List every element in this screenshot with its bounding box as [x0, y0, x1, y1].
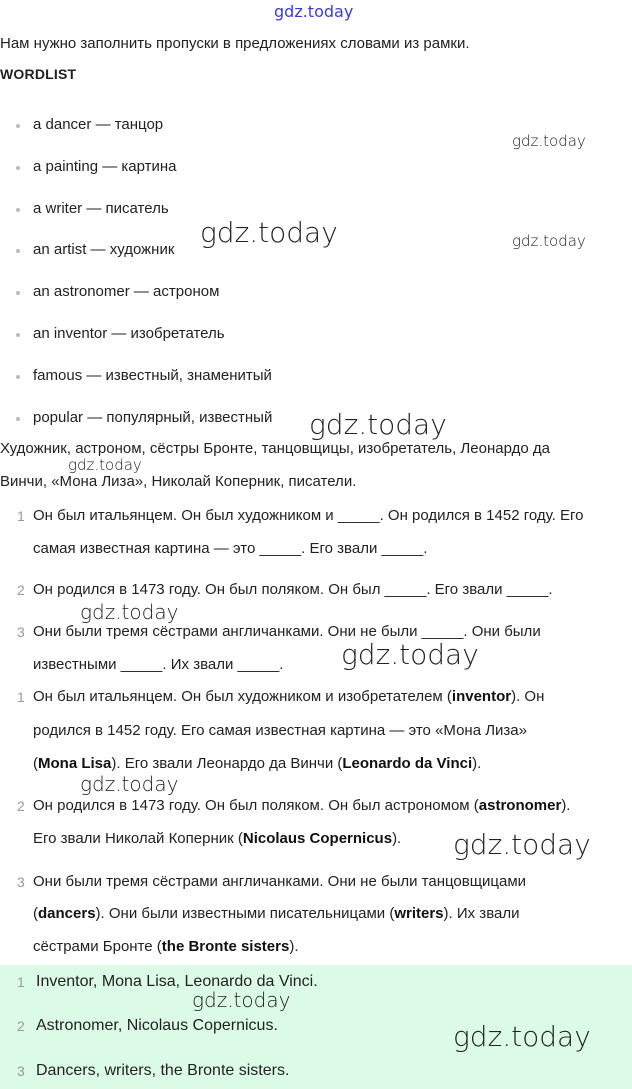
english-term: the Bronte sisters — [161, 938, 290, 955]
watermark: gdz.today — [80, 772, 179, 796]
translation-line — [33, 873, 526, 891]
wordlist-heading: WORDLIST — [0, 66, 77, 82]
text-segment: Его звали Николай Коперник ( — [33, 830, 243, 847]
translation-line — [33, 938, 299, 956]
answer-line: Dancers, writers, the Bronte sisters. — [36, 1062, 290, 1079]
text-segment: ). — [472, 755, 482, 772]
item-number: 1 — [17, 689, 25, 705]
english-term: Mona Lisa — [38, 755, 112, 772]
text-segment: Они были тремя сёстрами англичанками. Они не были танцовщицами — [33, 873, 527, 890]
wordlist-item: famous — известный, знаменитый — [33, 367, 272, 384]
task-line: Они были тремя сёстрами англичанками. Они не были _____. Они были — [33, 623, 541, 640]
text-segment: ). Они были известными писательницами ( — [95, 905, 395, 922]
english-term: astronomer — [478, 797, 562, 814]
watermark: gdz.today — [453, 828, 591, 861]
intro-text: Нам нужно заполнить пропуски в предложениях словами из рамки. — [0, 35, 470, 52]
item-number: 2 — [17, 1018, 25, 1034]
text-segment: ). Их звали — [443, 905, 520, 922]
wordlist-item: a writer — писатель — [33, 200, 169, 217]
bullet-icon — [16, 375, 20, 379]
item-number: 3 — [17, 874, 25, 890]
answer-line: Astronomer, Nicolaus Copernicus. — [36, 1017, 278, 1034]
text-segment: сёстрами Бронте ( — [33, 938, 162, 955]
bullet-icon — [16, 333, 20, 337]
task-line: Он родился в 1473 году. Он был поляком. Он был _____. Его звали _____. — [33, 581, 553, 598]
text-segment: родился в 1452 году. Его самая известная картина — это «Мона Лиза» — [33, 722, 527, 739]
watermark: gdz.today — [453, 1020, 591, 1053]
text-segment: ( — [33, 905, 38, 922]
text-segment: ). Он — [511, 688, 545, 705]
watermark: gdz.today — [192, 988, 291, 1012]
box-words-line: Художник, астроном, сёстры Бронте, танцовщицы, изобретатель, Леонардо да — [0, 440, 550, 457]
item-number: 1 — [17, 974, 25, 990]
wordlist-item: an astronomer — астроном — [33, 283, 220, 300]
text-segment: Он родился в 1473 году. Он был поляком. Он был астрономом ( — [33, 797, 479, 814]
translation-line — [33, 755, 481, 773]
watermark: gdz.today — [341, 638, 479, 671]
site-title[interactable]: gdz.today — [274, 2, 354, 21]
translation-line — [33, 722, 527, 740]
text-segment: ( — [33, 755, 38, 772]
english-term: Nicolaus Copernicus — [242, 830, 393, 847]
watermark: gdz.today — [512, 232, 586, 250]
text-segment: ). Его звали Леонардо да Винчи ( — [111, 755, 343, 772]
english-term: writers — [394, 905, 444, 922]
item-number: 1 — [17, 508, 25, 524]
wordlist-item: a painting — картина — [33, 158, 177, 175]
bullet-icon — [16, 166, 20, 170]
watermark: gdz.today — [200, 216, 338, 249]
item-number: 3 — [17, 624, 25, 640]
answer-line: Inventor, Mona Lisa, Leonardo da Vinci. — [36, 973, 318, 990]
wordlist-item: popular — популярный, известный — [33, 409, 273, 426]
bullet-icon — [16, 124, 20, 128]
english-term: inventor — [451, 688, 512, 705]
english-term: Leonardo da Vinci — [342, 755, 473, 772]
english-term: dancers — [38, 905, 96, 922]
wordlist-item: an inventor — изобретатель — [33, 325, 225, 342]
translation-line — [33, 905, 519, 923]
text-segment: Он был итальянцем. Он был художником и изобретателем ( — [33, 688, 452, 705]
bullet-icon — [16, 291, 20, 295]
text-segment: ). — [561, 797, 571, 814]
item-number: 2 — [17, 582, 25, 598]
wordlist-item: an artist — художник — [33, 241, 175, 258]
watermark: gdz.today — [309, 408, 447, 441]
bullet-icon — [16, 417, 20, 421]
item-number: 3 — [17, 1063, 25, 1079]
watermark: gdz.today — [80, 600, 179, 624]
item-number: 2 — [17, 798, 25, 814]
box-words-line: Винчи, «Мона Лиза», Николай Коперник, писатели. — [0, 473, 357, 490]
watermark: gdz.today — [68, 456, 142, 474]
task-line: Он был итальянцем. Он был художником и _____. Он родился в 1452 году. Его — [33, 507, 584, 524]
translation-line — [33, 830, 401, 848]
bullet-icon — [16, 249, 20, 253]
task-line: самая известная картина — это _____. Его звали _____. — [33, 540, 428, 557]
translation-line — [33, 688, 544, 706]
task-line: известными _____. Их звали _____. — [33, 656, 284, 673]
watermark: gdz.today — [512, 132, 586, 150]
text-segment: ). — [392, 830, 402, 847]
bullet-icon — [16, 208, 20, 212]
translation-line — [33, 797, 570, 815]
wordlist-item: a dancer — танцор — [33, 116, 164, 133]
text-segment: ). — [289, 938, 299, 955]
